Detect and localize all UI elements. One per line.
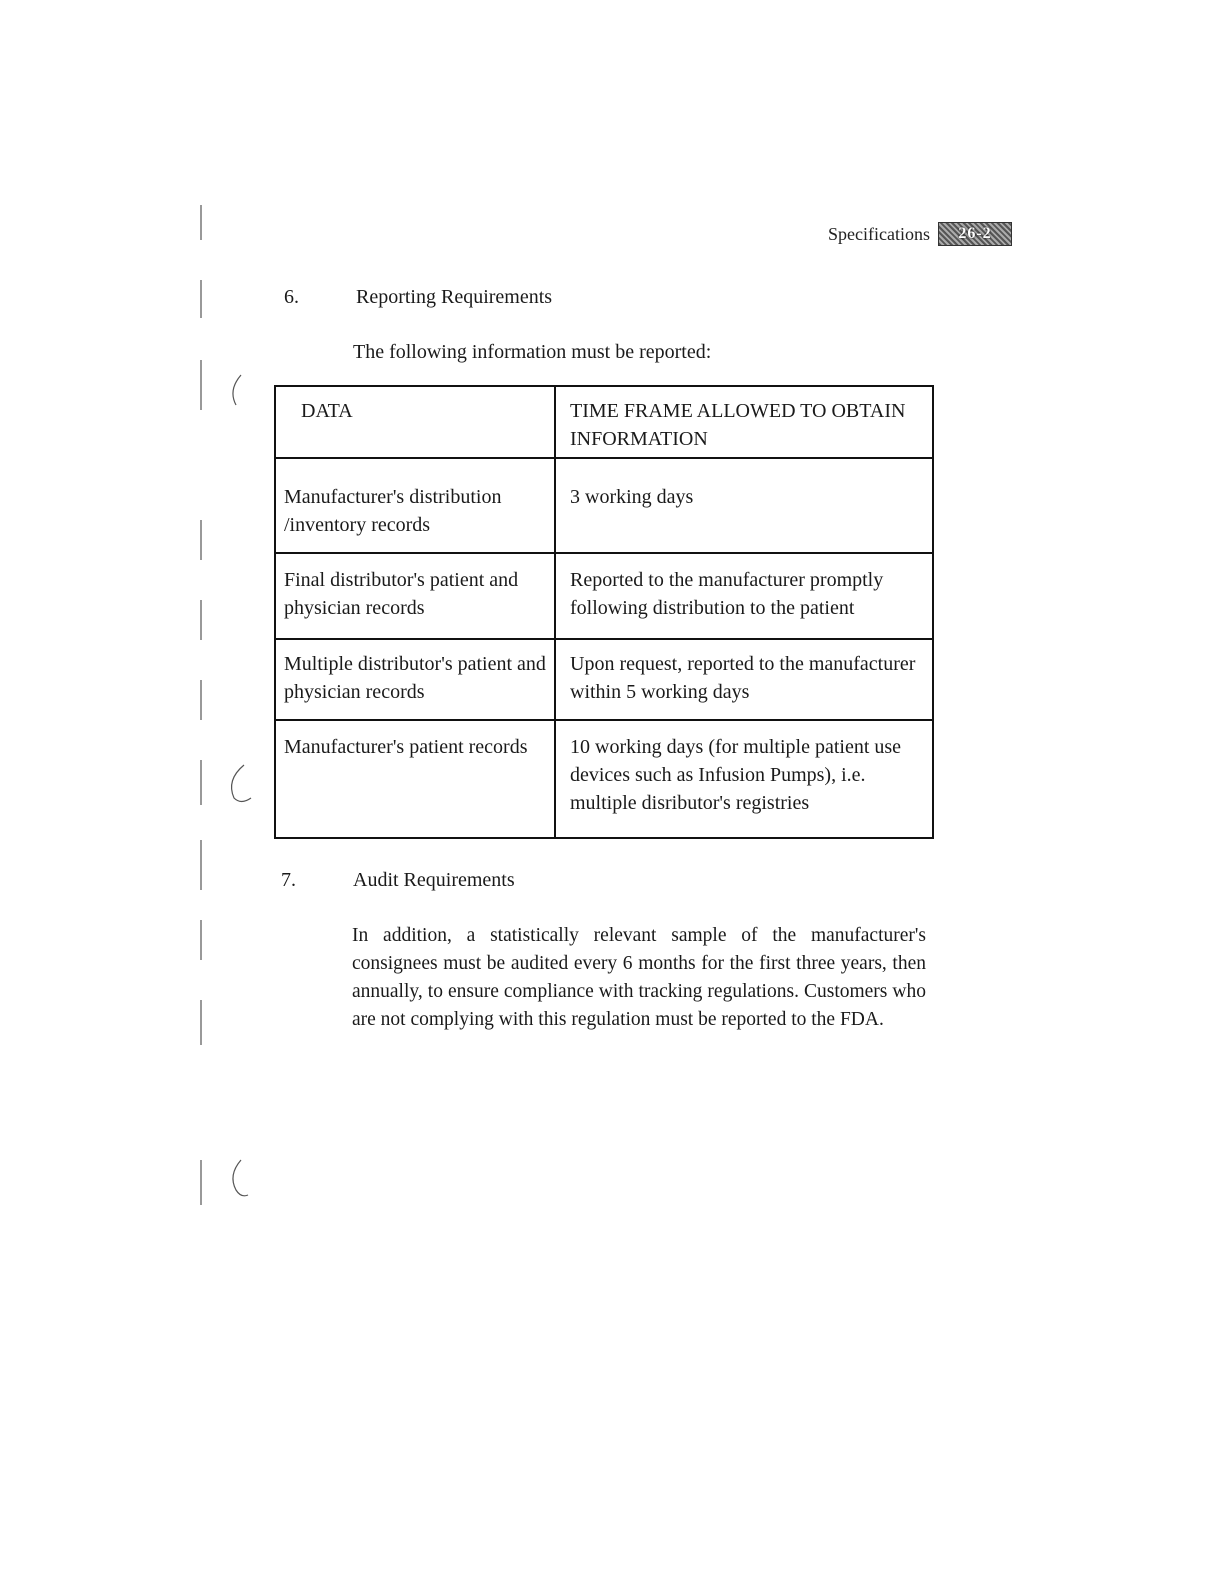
table-cell: Manufacturer's patient records: [275, 720, 555, 838]
table-row: [275, 458, 933, 553]
section-title: Reporting Requirements: [356, 286, 553, 308]
section-6-heading: [284, 286, 552, 309]
section-title: Audit Requirements: [353, 869, 515, 891]
table-header-cell: DATA: [275, 386, 555, 458]
table-row: [275, 639, 933, 720]
table-cell: Manufacturer's distribution /inventory records: [275, 458, 555, 553]
table-row: [275, 553, 933, 639]
section-number: 7.: [281, 869, 296, 891]
page-header: [770, 220, 1012, 248]
section-7-heading: [281, 869, 515, 892]
header-label: Specifications: [828, 223, 930, 244]
table-row: [275, 720, 933, 838]
table-cell: Multiple distributor's patient and physician records: [275, 639, 555, 720]
table-cell: 3 working days: [555, 458, 933, 553]
table-cell: Upon request, reported to the manufacturer within 5 working days: [555, 639, 933, 720]
section-number: 6.: [284, 286, 299, 308]
section-7-body: In addition, a statistically relevant sample of the manufacturer's consignees must be audited every 6 months for the first three years, then annually, to ensure compliance with tracking regulations. Customers who are not complying with this regulation must be reported to the FDA.: [352, 925, 926, 1030]
table-header-row: [275, 386, 933, 458]
table-cell: Reported to the manufacturer promptly following distribution to the patient: [555, 553, 933, 639]
table-cell: Final distributor's patient and physician records: [275, 553, 555, 639]
table-cell: 10 working days (for multiple patient use devices such as Infusion Pumps), i.e. multiple disributor's registries: [555, 720, 933, 838]
reporting-requirements-table: [274, 385, 934, 839]
table-header-cell: TIME FRAME ALLOWED TO OBTAIN INFORMATION: [555, 386, 933, 458]
page-number-badge: 26-2: [938, 222, 1012, 246]
section-6-intro: The following information must be reported:: [353, 341, 712, 363]
scan-margin-marks: [196, 200, 266, 1380]
